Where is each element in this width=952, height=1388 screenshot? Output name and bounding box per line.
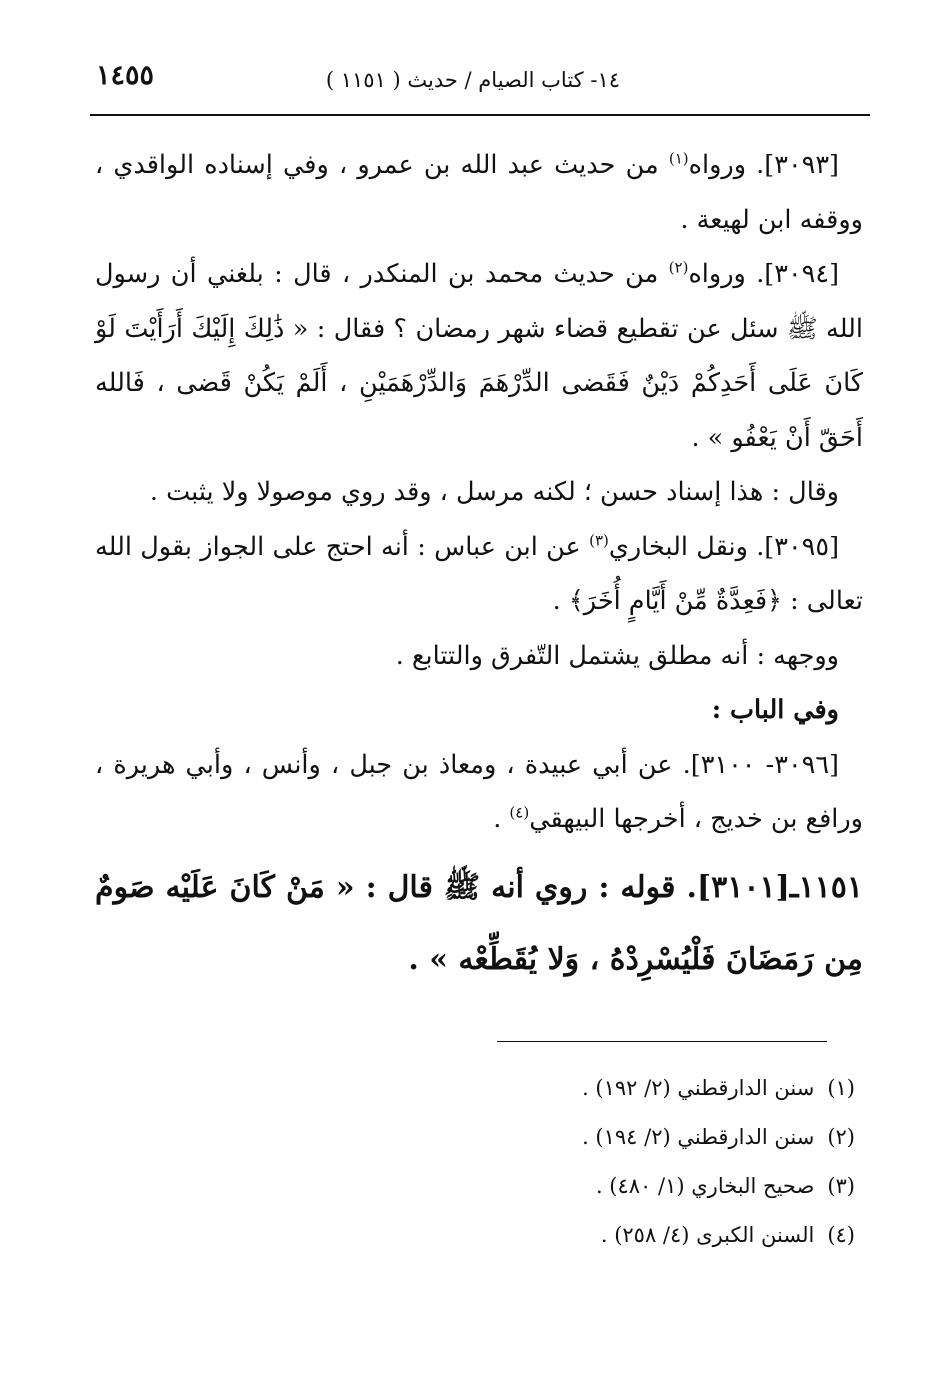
paragraph-assessment: وقال : هذا إسناد حسن ؛ لكنه مرسل ، وقد روي موصولا ولا يثبت . (149, 477, 839, 507)
hadith-text: ١١٥١ـ[٣١٠١]. قوله : روي أنه ﷺ قال : « مَنْ كَانَ عَلَيْه صَومٌ مِن رَمَضَانَ فَلْيُسْرِدْهُ ، وَلا يُقَطِّعْه » . (95, 870, 863, 977)
section-label: وفي الباب : (711, 695, 839, 725)
paragraph-reasoning: ووجهه : أنه مطلق يشتمل التّفرق والتتابع . (395, 640, 839, 671)
paragraph-3094: [٣٠٩٤]. ورواه$^{(٢)}$ من حديث محمد بن المنكدر ، قال : بلغني أن رسول الله ﷺ سئل عن تقطيع قضاء شهر رمضان ؟ فقال : « ذَٰلِكَ إِلَيْكَ أَرَأَيْتَ لَوْ كَانَ عَلَى أَحَدِكُمْ دَيْنٌ فَقَضى الدِّرْهَمَ وَالدِّرْهَمَيْنِ ، أَلَمْ يَكُنْ قَضى ، فَالله أَحَقّ أَنْ يَعْفُو » . (95, 258, 863, 453)
page-header (90, 58, 870, 102)
footnotes (400, 1064, 855, 1260)
footnote-ref-2: (٢) (668, 258, 689, 277)
footnote-ref-1: (١) (668, 149, 689, 168)
page-number: ١٤٥٥ (96, 60, 155, 91)
main-text (95, 138, 863, 847)
footnote-3: (٣) صحيح البخاري (١/ ٤٨٠) . (595, 1174, 855, 1198)
paragraph-3096-3100: [٣٠٩٦- ٣١٠٠]. عن أبي عبيدة ، ومعاذ بن جبل ، وأنس ، وأبي هريرة ، ورافع بن خديج ، أخرجها البيهقي$^{(٤)}$ . (95, 749, 863, 834)
footnote-4: (٤) السنن الكبرى (٤/ ٢٥٨) . (600, 1223, 855, 1247)
footnote-ref-3: (٣) (589, 531, 609, 549)
footnote-2: (٢) سنن الدارقطني (٢/ ١٩٤) . (582, 1125, 855, 1149)
footnote-rule (497, 1041, 827, 1042)
footnote-1: (١) سنن الدارقطني (٢/ ١٩٢) . (582, 1076, 855, 1100)
hadith-1151 (95, 852, 863, 996)
paragraph-3093: [٣٠٩٣]. ورواه$^{(١)}$ من حديث عبد الله بن عمرو ، وفي إسناده الواقدي ، ووقفه ابن لهيعة . (95, 149, 863, 235)
footnote-ref-4: (٤) (509, 803, 530, 822)
paragraph-3095: [٣٠٩٥]. ونقل البخاري$^{(٣)}$ عن ابن عباس : أنه احتج على الجواز بقول الله تعالى : ﴿فَعِدَّةٌ مِّنْ أَيَّامٍ أُخَرَ﴾ . (95, 531, 863, 616)
header-rule (90, 114, 870, 116)
running-title: ١٤- كتاب الصيام / حديث ( ١١٥١ ) (325, 68, 620, 92)
